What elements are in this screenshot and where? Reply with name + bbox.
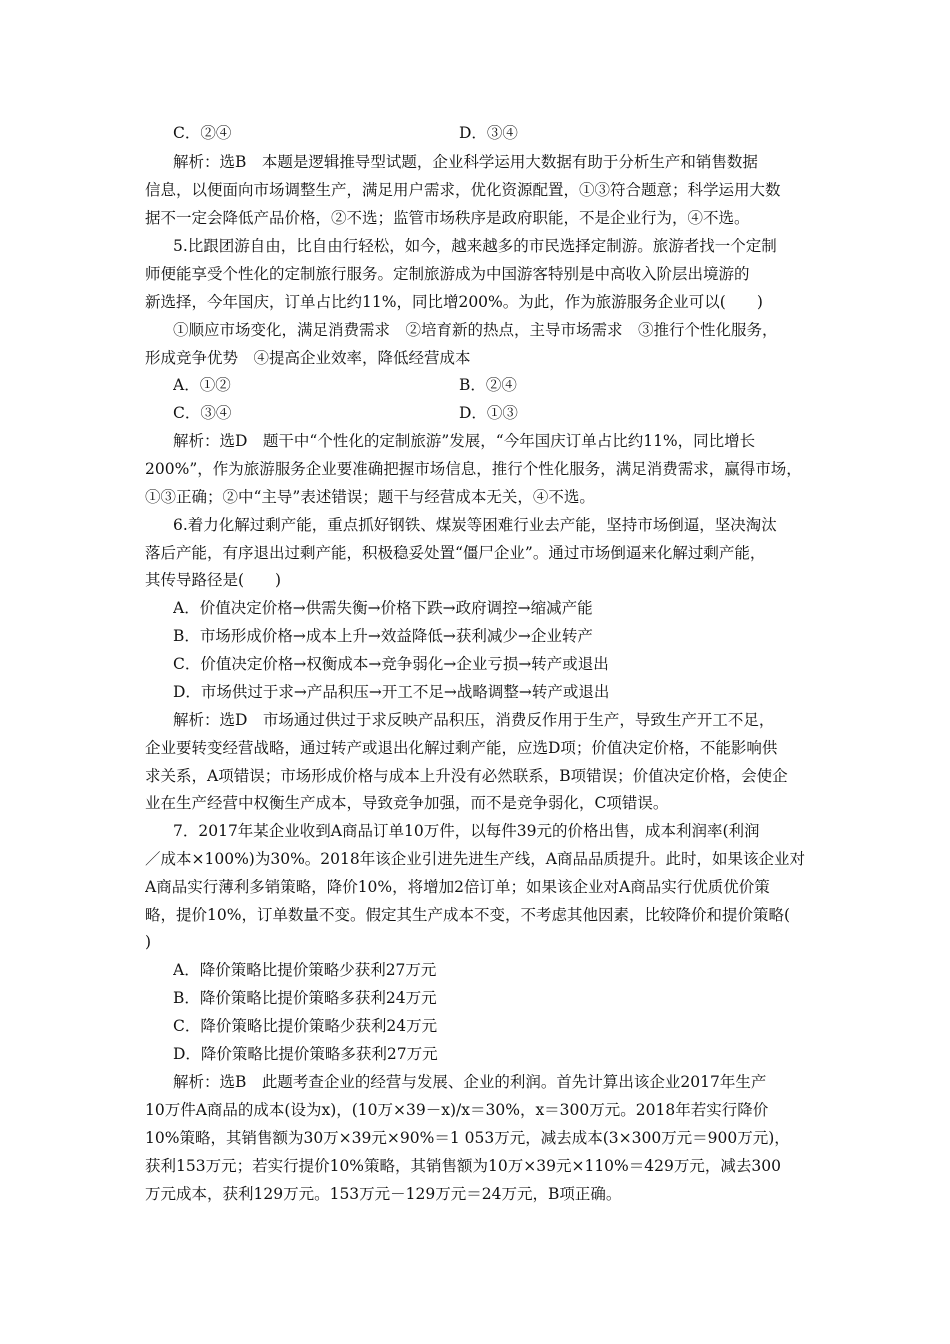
option-b: B．市场形成价格→成本上升→效益降低→获利减少→企业转产	[173, 627, 593, 645]
option-d: D．市场供过于求→产品积压→开工不足→战略调整→转产或退出	[173, 683, 610, 701]
option-a: A．①②	[173, 376, 231, 394]
question-stem: A商品实行薄利多销策略，降价10%，将增加2倍订单；如果该企业对A商品实行优质优价策	[145, 878, 770, 896]
analysis-text: 求关系，A项错误；市场形成价格与成本上升没有必然联系，B项错误；价值决定价格，会使企	[145, 767, 788, 785]
question-stem: 师便能享受个性化的定制旅行服务。定制旅游成为中国游客特别是中高收入阶层出境游的	[145, 265, 750, 283]
analysis-text: 解析：选D 题干中“个性化的定制旅游”发展，“今年国庆订单占比约11%，同比增长	[173, 432, 756, 450]
option-c: C．价值决定价格→权衡成本→竞争弱化→企业亏损→转产或退出	[173, 655, 609, 673]
question-stem: 6.着力化解过剩产能，重点抓好钢铁、煤炭等困难行业去产能，坚持市场倒逼，坚决淘汰	[173, 516, 777, 534]
question-stem: 7．2017年某企业收到A商品订单10万件，以每件39元的价格出售，成本利润率(利润	[173, 822, 760, 840]
analysis-text: 据不一定会降低产品价格，②不选；监管市场秩序是政府职能，不是企业行为，④不选。	[145, 209, 750, 227]
analysis-text: 10%策略，其销售额为30万×39元×90%＝1 053万元，减去成本(3×300万元＝900万元)，	[145, 1129, 790, 1147]
question-stem: )	[145, 933, 152, 951]
option-b: B．降价策略比提价策略多获利24万元	[173, 989, 437, 1007]
analysis-text: 业在生产经营中权衡生产成本，导致竞争加强，而不是竞争弱化，C项错误。	[145, 794, 669, 812]
question-stem: 其传导路径是( )	[145, 571, 282, 589]
option-c: C．③④	[173, 404, 232, 422]
question-stem: 5.比跟团游自由，比自由行轻松，如今，越来越多的市民选择定制游。旅游者找一个定制	[173, 237, 777, 255]
analysis-text: 200%”，作为旅游服务企业要准确把握市场信息，推行个性化服务，满足消费需求，赢得市场，	[145, 460, 802, 478]
option-d: D．降价策略比提价策略多获利27万元	[173, 1045, 438, 1063]
question-stem: ／成本×100%)为30%。2018年该企业引进先进生产线，A商品品质提升。此时，如果该企业对	[145, 850, 805, 868]
option-b: B．②④	[459, 376, 517, 394]
question-statements: 形成竞争优势 ④提高企业效率，降低经营成本	[145, 349, 471, 367]
analysis-text: 获利153万元；若实行提价10%策略，其销售额为10万×39元×110%＝429万元，减去300	[145, 1157, 781, 1175]
question-statements: ①顺应市场变化，满足消费需求 ②培育新的热点，主导市场需求 ③推行个性化服务，	[173, 321, 778, 339]
analysis-text: 信息，以便面向市场调整生产，满足用户需求，优化资源配置，①③符合题意；科学运用大数	[145, 181, 781, 199]
question-stem: 落后产能，有序退出过剩产能，积极稳妥处置“僵尸企业”。通过市场倒逼来化解过剩产能，	[145, 544, 766, 562]
analysis-text: 解析：选B 此题考查企业的经营与发展、企业的利润。首先计算出该企业2017年生产	[173, 1073, 767, 1091]
option-a: A．降价策略比提价策略少获利27万元	[173, 961, 437, 979]
option-c: C．降价策略比提价策略少获利24万元	[173, 1017, 438, 1035]
question-stem: 新选择，今年国庆，订单占比约11%，同比增200%。为此，作为旅游服务企业可以( )	[145, 293, 763, 311]
option-d: D．③④	[459, 124, 518, 142]
option-d: D．①③	[459, 404, 518, 422]
analysis-text: ①③正确；②中“主导”表述错误；题干与经营成本无关，④不选。	[145, 488, 595, 506]
option-c: C．②④	[173, 124, 232, 142]
analysis-text: 企业要转变经营战略，通过转产或退出化解过剩产能，应选D项；价值决定价格，不能影响供	[145, 739, 778, 757]
analysis-text: 万元成本，获利129万元。153万元－129万元＝24万元，B项正确。	[145, 1185, 622, 1203]
question-stem: 略，提价10%，订单数量不变。假定其生产成本不变，不考虑其他因素，比较降价和提价策略(	[145, 906, 791, 924]
analysis-text: 10万件A商品的成本(设为x)，(10万×39－x)/x＝30%，x＝300万元。2018年若实行降价	[145, 1101, 769, 1119]
option-a: A．价值决定价格→供需失衡→价格下跌→政府调控→缩减产能	[173, 599, 593, 617]
analysis-text: 解析：选B 本题是逻辑推导型试题，企业科学运用大数据有助于分析生产和销售数据	[173, 153, 758, 171]
analysis-text: 解析：选D 市场通过供过于求反映产品积压，消费反作用于生产，导致生产开工不足，	[173, 711, 775, 729]
